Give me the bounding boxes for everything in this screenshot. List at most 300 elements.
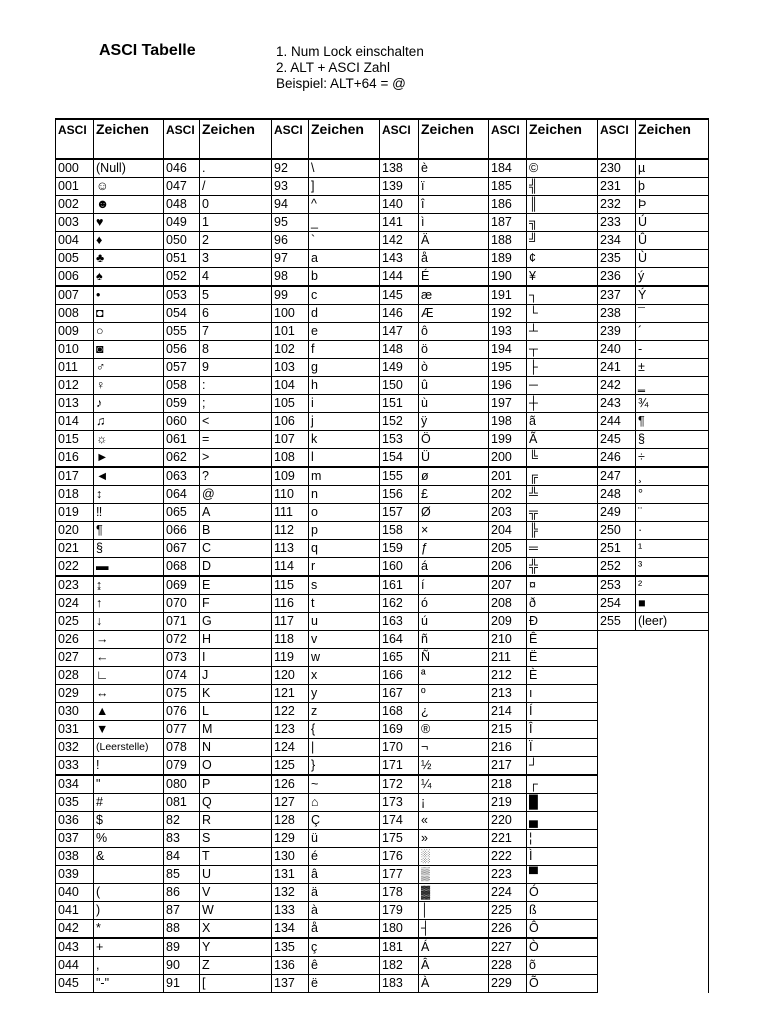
ascii-code: 93: [272, 178, 309, 196]
ascii-code: 116: [272, 595, 309, 613]
ascii-code: 95: [272, 214, 309, 232]
ascii-code: 155: [380, 467, 419, 486]
ascii-code: 131: [272, 866, 309, 884]
ascii-character: ¹: [636, 540, 709, 558]
ascii-code: 044: [56, 957, 94, 975]
ascii-code: 147: [380, 323, 419, 341]
ascii-character: ¢: [527, 250, 598, 268]
ascii-character: 4: [200, 268, 272, 287]
ascii-code: 236: [598, 268, 636, 287]
ascii-character: ╔: [527, 467, 598, 486]
empty-cell: [598, 794, 709, 812]
ascii-character: ø: [419, 467, 489, 486]
ascii-character: ?: [200, 467, 272, 486]
ascii-code: 224: [489, 884, 527, 902]
ascii-character: ò: [419, 359, 489, 377]
ascii-character: ┼: [527, 395, 598, 413]
column-header-code: ASCI: [272, 119, 309, 159]
ascii-code: 174: [380, 812, 419, 830]
ascii-code: 94: [272, 196, 309, 214]
ascii-character: à: [309, 902, 380, 920]
column-header-char: Zeichen: [94, 119, 164, 159]
ascii-code: 140: [380, 196, 419, 214]
ascii-character: ®: [419, 721, 489, 739]
empty-cell: [598, 884, 709, 902]
table-row: [56, 775, 709, 794]
ascii-code: 223: [489, 866, 527, 884]
ascii-code: 002: [56, 196, 94, 214]
ascii-code: 134: [272, 920, 309, 939]
ascii-character: :: [200, 377, 272, 395]
ascii-character: ▲: [94, 703, 164, 721]
ascii-character: p: [309, 522, 380, 540]
ascii-character: ╬: [527, 558, 598, 577]
ascii-character: ": [94, 775, 164, 794]
ascii-character: Ï: [527, 739, 598, 757]
empty-cell: [598, 902, 709, 920]
ascii-code: 242: [598, 377, 636, 395]
ascii-code: 178: [380, 884, 419, 902]
column-header-code: ASCI: [598, 119, 636, 159]
ascii-character: ♀: [94, 377, 164, 395]
ascii-code: 014: [56, 413, 94, 431]
ascii-code: 180: [380, 920, 419, 939]
ascii-code: 029: [56, 685, 94, 703]
table-row: [56, 214, 709, 232]
table-row: [56, 667, 709, 685]
ascii-code: 227: [489, 938, 527, 957]
ascii-code: 195: [489, 359, 527, 377]
ascii-code: 123: [272, 721, 309, 739]
ascii-character: ↔: [94, 685, 164, 703]
ascii-character: °: [636, 486, 709, 504]
table-row: [56, 286, 709, 305]
ascii-character: F: [200, 595, 272, 613]
ascii-code: 217: [489, 757, 527, 776]
ascii-code: 233: [598, 214, 636, 232]
ascii-code: 001: [56, 178, 94, 196]
ascii-character: [94, 866, 164, 884]
ascii-character: Q: [200, 794, 272, 812]
ascii-code: 235: [598, 250, 636, 268]
ascii-code: 232: [598, 196, 636, 214]
ascii-character: ¸: [636, 467, 709, 486]
ascii-character: C: [200, 540, 272, 558]
ascii-code: 177: [380, 866, 419, 884]
ascii-character: [: [200, 975, 272, 993]
ascii-code: 040: [56, 884, 94, 902]
ascii-code: 181: [380, 938, 419, 957]
ascii-code: 204: [489, 522, 527, 540]
ascii-character: ▓: [419, 884, 489, 902]
ascii-character: ■: [636, 595, 709, 613]
ascii-character: S: [200, 830, 272, 848]
ascii-character: ►: [94, 449, 164, 468]
ascii-character: ♣: [94, 250, 164, 268]
ascii-code: 045: [56, 975, 94, 993]
ascii-character: ♪: [94, 395, 164, 413]
ascii-code: 182: [380, 957, 419, 975]
ascii-code: 197: [489, 395, 527, 413]
ascii-code: 023: [56, 576, 94, 595]
ascii-code: 124: [272, 739, 309, 757]
ascii-code: 149: [380, 359, 419, 377]
ascii-character: ↓: [94, 613, 164, 631]
ascii-character: æ: [419, 286, 489, 305]
ascii-code: 194: [489, 341, 527, 359]
ascii-code: 249: [598, 504, 636, 522]
table-row: [56, 902, 709, 920]
ascii-code: 037: [56, 830, 94, 848]
column-header-code: ASCI: [164, 119, 200, 159]
table-row: [56, 540, 709, 558]
ascii-code: 189: [489, 250, 527, 268]
ascii-character: ¦: [527, 830, 598, 848]
empty-cell: [598, 975, 709, 993]
table-header-row: [56, 119, 709, 159]
ascii-character: ╠: [527, 522, 598, 540]
ascii-code: 137: [272, 975, 309, 993]
ascii-character: ┐: [527, 286, 598, 305]
ascii-character: è: [419, 159, 489, 178]
ascii-character: £: [419, 486, 489, 504]
table-row: [56, 866, 709, 884]
ascii-code: 108: [272, 449, 309, 468]
ascii-code: 052: [164, 268, 200, 287]
ascii-code: 214: [489, 703, 527, 721]
ascii-character: ◘: [94, 305, 164, 323]
ascii-character: û: [419, 377, 489, 395]
ascii-character: &: [94, 848, 164, 866]
ascii-character: Ø: [419, 504, 489, 522]
ascii-code: 143: [380, 250, 419, 268]
ascii-character: ô: [419, 323, 489, 341]
ascii-code: 208: [489, 595, 527, 613]
ascii-code: 200: [489, 449, 527, 468]
ascii-character: E: [200, 576, 272, 595]
ascii-code: 201: [489, 467, 527, 486]
table-row: [56, 449, 709, 468]
empty-cell: [598, 775, 709, 794]
ascii-code: 054: [164, 305, 200, 323]
table-row: [56, 268, 709, 287]
ascii-character: ß: [527, 902, 598, 920]
ascii-character: A: [200, 504, 272, 522]
ascii-code: 104: [272, 377, 309, 395]
ascii-code: 136: [272, 957, 309, 975]
table-row: [56, 595, 709, 613]
ascii-character: }: [309, 757, 380, 776]
ascii-code: 015: [56, 431, 94, 449]
ascii-code: 075: [164, 685, 200, 703]
ascii-code: 129: [272, 830, 309, 848]
ascii-code: 246: [598, 449, 636, 468]
table-row: [56, 522, 709, 540]
ascii-code: 066: [164, 522, 200, 540]
instruction-step-2: 2. ALT + ASCI Zahl: [276, 60, 390, 75]
ascii-character: ▒: [419, 866, 489, 884]
table-row: [56, 486, 709, 504]
ascii-code: 053: [164, 286, 200, 305]
ascii-character: ┴: [527, 323, 598, 341]
ascii-character: >: [200, 449, 272, 468]
ascii-code: 121: [272, 685, 309, 703]
ascii-code: 049: [164, 214, 200, 232]
ascii-character: ╦: [527, 504, 598, 522]
ascii-character: ☼: [94, 431, 164, 449]
ascii-code: 165: [380, 649, 419, 667]
ascii-code: 215: [489, 721, 527, 739]
ascii-code: 065: [164, 504, 200, 522]
ascii-character: Z: [200, 957, 272, 975]
ascii-code: 051: [164, 250, 200, 268]
ascii-code: 077: [164, 721, 200, 739]
ascii-character: =: [200, 431, 272, 449]
ascii-character: á: [419, 558, 489, 577]
ascii-code: 064: [164, 486, 200, 504]
page-title: ASCI Tabelle: [99, 42, 196, 59]
ascii-character: ╩: [527, 486, 598, 504]
ascii-code: 119: [272, 649, 309, 667]
ascii-character: G: [200, 613, 272, 631]
table-row: [56, 721, 709, 739]
ascii-character: ¿: [419, 703, 489, 721]
ascii-code: 050: [164, 232, 200, 250]
empty-cell: [598, 848, 709, 866]
ascii-code: 030: [56, 703, 94, 721]
table-row: [56, 830, 709, 848]
ascii-code: 97: [272, 250, 309, 268]
ascii-code: 126: [272, 775, 309, 794]
ascii-character: ú: [419, 613, 489, 631]
ascii-character: õ: [527, 957, 598, 975]
ascii-code: 042: [56, 920, 94, 939]
empty-cell: [598, 938, 709, 957]
ascii-code: 072: [164, 631, 200, 649]
ascii-character: 1: [200, 214, 272, 232]
ascii-code: 243: [598, 395, 636, 413]
ascii-code: 231: [598, 178, 636, 196]
ascii-character: b: [309, 268, 380, 287]
ascii-character: ó: [419, 595, 489, 613]
ascii-character: ┤: [419, 920, 489, 939]
ascii-character: 5: [200, 286, 272, 305]
ascii-code: 191: [489, 286, 527, 305]
empty-cell: [598, 649, 709, 667]
table-row: [56, 323, 709, 341]
ascii-character: ♦: [94, 232, 164, 250]
ascii-character: ▼: [94, 721, 164, 739]
column-header-code: ASCI: [56, 119, 94, 159]
ascii-character: J: [200, 667, 272, 685]
column-header-char: Zeichen: [636, 119, 709, 159]
ascii-code: 128: [272, 812, 309, 830]
ascii-character: Ú: [636, 214, 709, 232]
table-row: [56, 558, 709, 577]
ascii-code: 025: [56, 613, 94, 631]
ascii-character: ◄: [94, 467, 164, 486]
ascii-character: ¬: [419, 739, 489, 757]
column-header-code: ASCI: [489, 119, 527, 159]
ascii-character: ð: [527, 595, 598, 613]
ascii-code: 173: [380, 794, 419, 812]
ascii-code: 186: [489, 196, 527, 214]
ascii-code: 254: [598, 595, 636, 613]
ascii-code: 035: [56, 794, 94, 812]
ascii-character: (leer): [636, 613, 709, 631]
ascii-character: ): [94, 902, 164, 920]
ascii-code: 188: [489, 232, 527, 250]
ascii-character: _: [309, 214, 380, 232]
ascii-character: ┬: [527, 341, 598, 359]
ascii-code: 164: [380, 631, 419, 649]
ascii-character: \: [309, 159, 380, 178]
ascii-character: V: [200, 884, 272, 902]
ascii-character: x: [309, 667, 380, 685]
ascii-code: 99: [272, 286, 309, 305]
ascii-character: ▄: [527, 812, 598, 830]
ascii-character: î: [419, 196, 489, 214]
ascii-character: ▀: [527, 866, 598, 884]
ascii-character: ï: [419, 178, 489, 196]
ascii-character: º: [419, 685, 489, 703]
ascii-code: 199: [489, 431, 527, 449]
table-row: [56, 957, 709, 975]
ascii-character: ↕: [94, 486, 164, 504]
ascii-code: 219: [489, 794, 527, 812]
ascii-code: 89: [164, 938, 200, 957]
ascii-character: ‼: [94, 504, 164, 522]
ascii-code: 021: [56, 540, 94, 558]
ascii-code: 069: [164, 576, 200, 595]
ascii-code: 068: [164, 558, 200, 577]
column-header-char: Zeichen: [200, 119, 272, 159]
ascii-code: 252: [598, 558, 636, 577]
ascii-code: 079: [164, 757, 200, 776]
ascii-character: «: [419, 812, 489, 830]
ascii-character: "-": [94, 975, 164, 993]
ascii-code: 221: [489, 830, 527, 848]
ascii-character: z: [309, 703, 380, 721]
ascii-character: Â: [419, 957, 489, 975]
table-row: [56, 377, 709, 395]
ascii-character: j: [309, 413, 380, 431]
ascii-character: Ð: [527, 613, 598, 631]
ascii-code: 239: [598, 323, 636, 341]
ascii-code: 151: [380, 395, 419, 413]
table-row: [56, 975, 709, 993]
table-row: [56, 178, 709, 196]
ascii-code: 190: [489, 268, 527, 287]
ascii-code: 074: [164, 667, 200, 685]
ascii-code: 169: [380, 721, 419, 739]
table-row: [56, 159, 709, 178]
ascii-character: Y: [200, 938, 272, 957]
ascii-character: ~: [309, 775, 380, 794]
ascii-code: 059: [164, 395, 200, 413]
ascii-character: c: [309, 286, 380, 305]
ascii-code: 145: [380, 286, 419, 305]
ascii-character: ─: [527, 377, 598, 395]
ascii-code: 135: [272, 938, 309, 957]
ascii-character: e: [309, 323, 380, 341]
ascii-code: 073: [164, 649, 200, 667]
ascii-code: 060: [164, 413, 200, 431]
empty-cell: [598, 703, 709, 721]
ascii-code: 226: [489, 920, 527, 939]
column-header-code: ASCI: [380, 119, 419, 159]
ascii-code: 92: [272, 159, 309, 178]
ascii-code: 248: [598, 486, 636, 504]
ascii-character: Õ: [527, 975, 598, 993]
ascii-character: ±: [636, 359, 709, 377]
ascii-character: ¶: [636, 413, 709, 431]
ascii-character: W: [200, 902, 272, 920]
table-row: [56, 884, 709, 902]
ascii-code: 96: [272, 232, 309, 250]
ascii-code: 144: [380, 268, 419, 287]
ascii-character: ª: [419, 667, 489, 685]
ascii-code: 043: [56, 938, 94, 957]
instruction-example: Beispiel: ALT+64 = @: [276, 76, 406, 91]
ascii-code: 162: [380, 595, 419, 613]
ascii-code: 222: [489, 848, 527, 866]
ascii-character: 6: [200, 305, 272, 323]
ascii-character: K: [200, 685, 272, 703]
table-row: [56, 395, 709, 413]
ascii-code: 010: [56, 341, 94, 359]
ascii-character: 2: [200, 232, 272, 250]
ascii-code: 039: [56, 866, 94, 884]
ascii-code: 229: [489, 975, 527, 993]
ascii-character: ♂: [94, 359, 164, 377]
ascii-code: 017: [56, 467, 94, 486]
table-body: [56, 159, 709, 993]
ascii-code: 154: [380, 449, 419, 468]
instructions: [276, 44, 424, 92]
column-header-char: Zeichen: [419, 119, 489, 159]
table-row: [56, 631, 709, 649]
ascii-character: o: [309, 504, 380, 522]
ascii-character: ù: [419, 395, 489, 413]
ascii-code: 83: [164, 830, 200, 848]
ascii-code: 167: [380, 685, 419, 703]
instruction-step-1: 1. Num Lock einschalten: [276, 44, 424, 59]
ascii-code: 196: [489, 377, 527, 395]
ascii-code: 205: [489, 540, 527, 558]
ascii-code: 013: [56, 395, 94, 413]
ascii-character: ¾: [636, 395, 709, 413]
ascii-character: →: [94, 631, 164, 649]
ascii-code: 171: [380, 757, 419, 776]
ascii-character: ╚: [527, 449, 598, 468]
ascii-character: Ù: [636, 250, 709, 268]
ascii-code: 055: [164, 323, 200, 341]
ascii-character: O: [200, 757, 272, 776]
ascii-code: 067: [164, 540, 200, 558]
ascii-character: *: [94, 920, 164, 939]
ascii-character: w: [309, 649, 380, 667]
ascii-character: §: [94, 540, 164, 558]
ascii-character: »: [419, 830, 489, 848]
ascii-character: ²: [636, 576, 709, 595]
ascii-character: 7: [200, 323, 272, 341]
ascii-code: 237: [598, 286, 636, 305]
ascii-code: 209: [489, 613, 527, 631]
ascii-code: 166: [380, 667, 419, 685]
ascii-character: ³: [636, 558, 709, 577]
ascii-character: µ: [636, 159, 709, 178]
